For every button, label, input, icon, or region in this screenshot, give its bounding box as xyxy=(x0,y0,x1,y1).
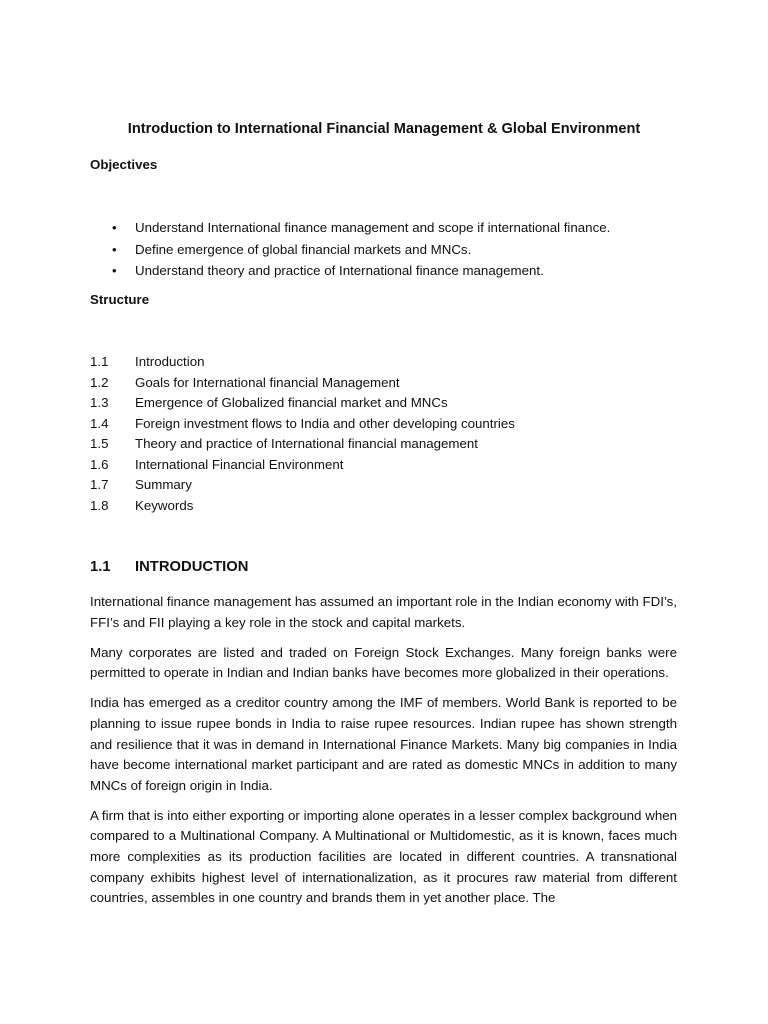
body-paragraph: India has emerged as a creditor country among the IMF of members. World Bank is reported to be planning to issue rupee bonds in India to raise rupee resources. Indian rupee has shown strength and resilience that it was in demand in International Finance Markets. Many big companies in India have become international market participant and are rated as domestic MNCs in addition to many MNCs of foreign origin in India. xyxy=(90,695,677,793)
section-heading xyxy=(90,559,248,575)
structure-item xyxy=(90,455,515,476)
structure-list xyxy=(90,352,515,516)
structure-item xyxy=(90,373,515,394)
section-number: 1.1 xyxy=(90,559,111,575)
structure-item-number: 1.6 xyxy=(90,456,109,472)
objective-item: • Understand theory and practice of International finance management. xyxy=(90,260,610,282)
structure-item-text: International Financial Environment xyxy=(135,456,344,472)
structure-item xyxy=(90,393,515,414)
structure-item xyxy=(90,414,515,435)
structure-item-number: 1.1 xyxy=(90,354,109,369)
structure-item-number: 1.2 xyxy=(90,374,109,390)
structure-item-text: Goals for International financial Management xyxy=(135,374,400,390)
structure-item-number: 1.3 xyxy=(90,395,109,410)
objectives-list xyxy=(90,217,610,282)
structure-item-text: Emergence of Globalized financial market and MNCs xyxy=(135,395,448,410)
document-title: Introduction to International Financial Management & Global Environment xyxy=(127,121,641,137)
structure-item xyxy=(90,496,515,517)
body-paragraph: International finance management has assumed an important role in the Indian economy with FDI’s, FFI’s and FII playing a key role in the stock and capital markets. xyxy=(90,594,677,630)
structure-item-number: 1.7 xyxy=(90,477,109,492)
structure-item xyxy=(90,434,515,455)
section-title: INTRODUCTION xyxy=(135,559,249,575)
structure-item-text: Foreign investment flows to India and other developing countries xyxy=(135,415,515,431)
structure-item xyxy=(90,352,515,373)
structure-item-text: Theory and practice of International financial management xyxy=(135,436,478,451)
objective-item: • Understand International finance management and scope if international finance. xyxy=(90,217,610,239)
body-paragraph: Many corporates are listed and traded on Foreign Stock Exchanges. Many foreign banks were permitted to operate in Indian and Indian banks have becomes more globalized in their operations. xyxy=(90,644,677,681)
structure-heading: Structure xyxy=(90,292,150,307)
section-body xyxy=(90,592,677,918)
structure-item-number: 1.4 xyxy=(90,415,109,431)
structure-item-text: Summary xyxy=(135,477,192,492)
body-paragraph: A firm that is into either exporting or importing alone operates in a lesser complex background when compared to a Multinational Company. A Multinational or Multidomestic, as it is known, faces much more complexities as its production facilities are located in different countries. A transnational company exhibits highest level of internationalization, as it procures raw material from different countries, assembles in one country and brands them in yet another place. The xyxy=(90,807,677,906)
structure-item-number: 1.5 xyxy=(90,436,109,451)
objective-item: • Define emergence of global financial markets and MNCs. xyxy=(90,239,610,261)
structure-item-text: Introduction xyxy=(135,354,205,369)
structure-item-number: 1.8 xyxy=(90,497,109,513)
structure-item-text: Keywords xyxy=(135,497,194,513)
objectives-heading: Objectives xyxy=(90,157,158,172)
structure-item xyxy=(90,475,515,496)
